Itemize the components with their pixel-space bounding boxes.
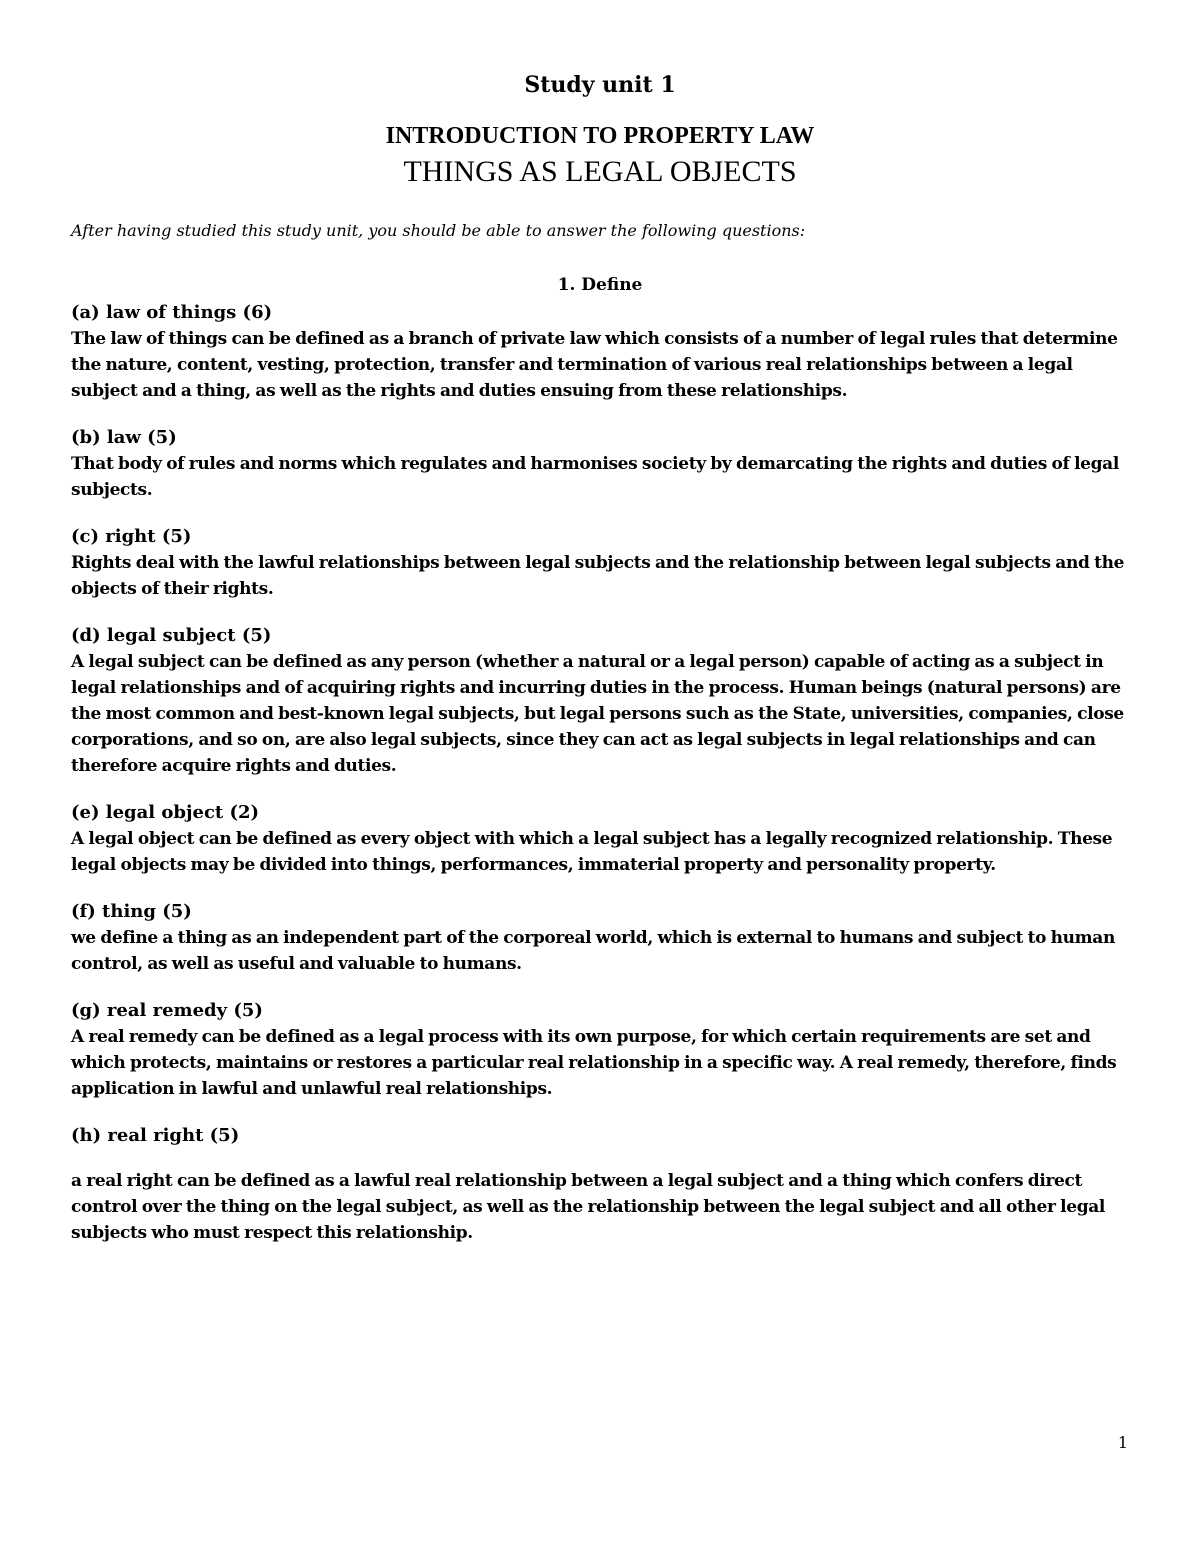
definition-term: (g) real remedy (5) xyxy=(71,1000,263,1021)
definition-law xyxy=(71,425,1139,503)
definition-term: (f) thing (5) xyxy=(71,901,192,922)
page-title: THINGS AS LEGAL OBJECTS xyxy=(403,155,797,188)
definition-text: A legal object can be defined as every object with which a legal subject has a legally recognized relationship. These legal objects may be divided into things, performances, immaterial property and personality property. xyxy=(71,829,1113,875)
instructions-text: After having studied this study unit, you should be able to answer the following questions: xyxy=(71,221,806,240)
definition-law-of-things xyxy=(71,300,1139,404)
definition-legal-subject xyxy=(71,623,1139,779)
definition-term: (c) right (5) xyxy=(71,526,192,547)
definition-term: (a) law of things (6) xyxy=(71,302,273,323)
definition-thing xyxy=(71,899,1139,977)
definition-text: A real remedy can be defined as a legal process with its own purpose, for which certain requirements are set and which protects, maintains or restores a particular real relationship in a specific way. A real remedy, therefore, finds application in lawful and unlawful real relationships. xyxy=(71,1027,1117,1099)
study-unit-heading: Study unit 1 xyxy=(524,72,676,98)
definition-text: The law of things can be defined as a branch of private law which consists of a number of legal rules that determine the nature, content, vesting, protection, transfer and termination of various real relationships between a legal subject and a thing, as well as the rights and duties ensuing from these relationships. xyxy=(71,329,1118,401)
definition-term: (e) legal object (2) xyxy=(71,802,260,823)
page-number: 1 xyxy=(1117,1433,1128,1452)
intro-heading: INTRODUCTION TO PROPERTY LAW xyxy=(385,123,815,149)
definitions-list xyxy=(71,300,1139,1267)
definition-legal-object xyxy=(71,800,1139,878)
definition-text: Rights deal with the lawful relationships between legal subjects and the relationship between legal subjects and the objects of their rights. xyxy=(71,553,1125,599)
section-title: 1. Define xyxy=(557,275,643,295)
definition-text: we define a thing as an independent part of the corporeal world, which is external to humans and subject to human control, as well as useful and valuable to humans. xyxy=(71,928,1115,974)
definition-real-remedy xyxy=(71,998,1139,1102)
definition-text: That body of rules and norms which regulates and harmonises society by demarcating the rights and duties of legal subjects. xyxy=(71,454,1119,500)
definition-real-right xyxy=(71,1123,1139,1246)
definition-term: (h) real right (5) xyxy=(71,1125,240,1146)
definition-text: A legal subject can be defined as any person (whether a natural or a legal person) capable of acting as a subject in legal relationships and of acquiring rights and incurring duties in the process. Human beings (natural persons) are the most common and best-known legal subjects, but legal persons such as the State, universities, companies, close corporations, and so on, are also legal subjects, since they can act as legal subjects in legal relationships and can therefore acquire rights and duties. xyxy=(71,652,1124,776)
definition-term: (d) legal subject (5) xyxy=(71,625,272,646)
definition-term: (b) law (5) xyxy=(71,427,177,448)
definition-right xyxy=(71,524,1139,602)
definition-text: a real right can be defined as a lawful real relationship between a legal subject and a thing which confers direct control over the thing on the legal subject, as well as the relationship between the legal subject and all other legal subjects who must respect this relationship. xyxy=(71,1171,1106,1243)
